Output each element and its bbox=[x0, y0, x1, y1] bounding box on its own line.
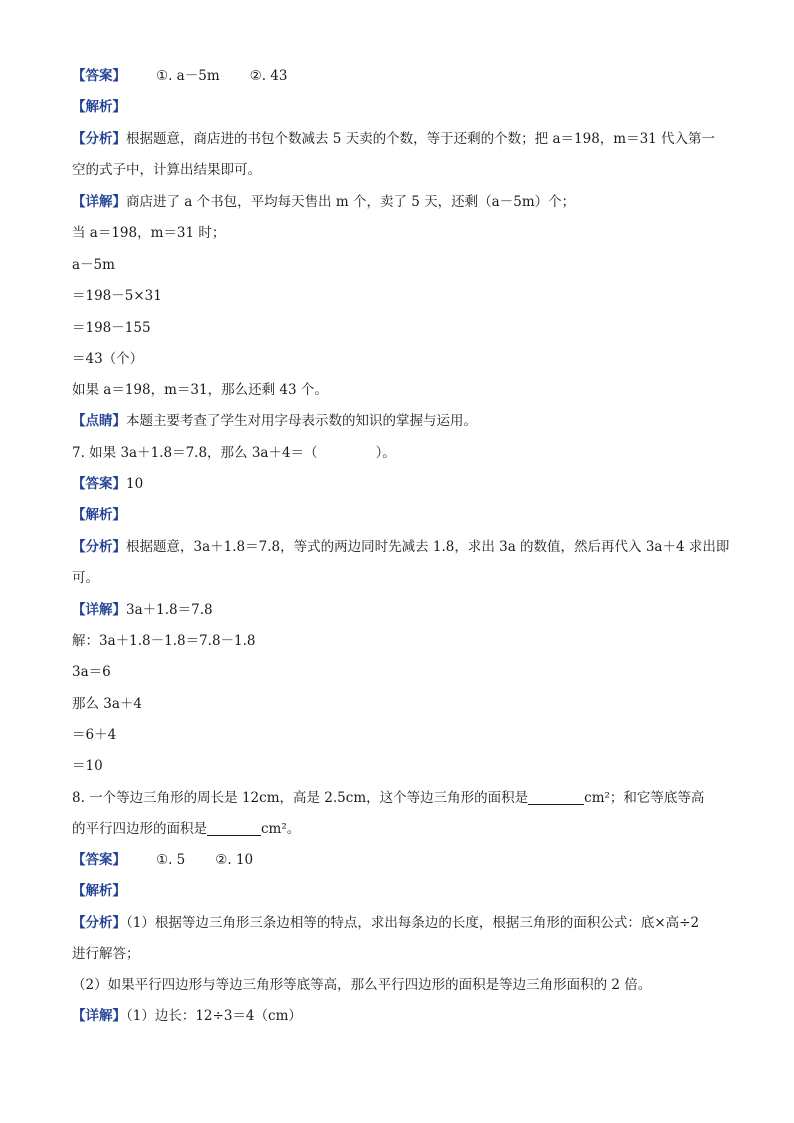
analysis-text: 根据题意，商店进的书包个数减去 5 天卖的个数，等于还剩的个数；把 a＝198，m＝31 代入第一 bbox=[126, 131, 716, 147]
answer-tag: 【答案】 bbox=[72, 476, 126, 492]
answer-item-2: ②. 10 bbox=[215, 852, 254, 868]
analysis-line bbox=[72, 537, 728, 557]
answer-line-7 bbox=[72, 474, 728, 494]
calc-line bbox=[72, 725, 728, 745]
fenxi-tag: 【分析】 bbox=[72, 539, 126, 555]
answer-line-8 bbox=[72, 850, 728, 870]
detail-line bbox=[72, 192, 728, 212]
question-text: 8. 一个等边三角形的周长是 12cm，高是 2.5cm，这个等边三角形的面积是 bbox=[72, 790, 529, 806]
analysis-text: 根据题意，3a＋1.8＝7.8，等式的两边同时先减去 1.8，求出 3a 的数值，然后再代入 3a＋4 求出即 bbox=[126, 539, 730, 555]
calc-line bbox=[72, 756, 728, 776]
question-8 bbox=[72, 788, 728, 808]
analysis-text: （1）根据等边三角形三条边相等的特点，求出每条边的长度，根据三角形的面积公式：底×高÷2 bbox=[126, 915, 700, 931]
analysis-text-cont: 可。 bbox=[72, 570, 99, 586]
calc-text: ＝43（个） bbox=[72, 351, 144, 367]
answer-item-1: ①. 5 bbox=[156, 852, 186, 868]
calc-line bbox=[72, 318, 728, 338]
calc-line bbox=[72, 255, 728, 275]
comment-tag: 【点睛】 bbox=[72, 413, 126, 429]
calc-line bbox=[72, 694, 728, 714]
analysis-heading bbox=[72, 505, 728, 525]
comment-line bbox=[72, 411, 728, 431]
calc-text: 当 a＝198，m＝31 时； bbox=[72, 225, 226, 241]
calc-text: 如果 a＝198，m＝31，那么还剩 43 个。 bbox=[72, 382, 328, 398]
analysis-line-cont bbox=[72, 975, 728, 995]
answer-value: 10 bbox=[126, 476, 144, 492]
calc-line bbox=[72, 380, 728, 400]
calc-line bbox=[72, 349, 728, 369]
detail-line bbox=[72, 600, 728, 620]
detail-tag: 【详解】 bbox=[72, 1008, 126, 1024]
question-text-unit: cm²。 bbox=[261, 821, 301, 837]
analysis-text-cont: （2）如果平行四边形与等边三角形等底等高，那么平行四边形的面积是等边三角形面积的 2 倍。 bbox=[72, 977, 652, 993]
calc-text: ＝198－155 bbox=[72, 320, 151, 336]
calc-text: 3a＝6 bbox=[72, 664, 111, 680]
fenxi-tag: 【分析】 bbox=[72, 131, 126, 147]
calc-text: ＝6＋4 bbox=[72, 727, 117, 743]
analysis-line-cont bbox=[72, 944, 728, 964]
comment-text: 本题主要考查了学生对用字母表示数的知识的掌握与运用。 bbox=[126, 413, 477, 429]
calc-line bbox=[72, 223, 728, 243]
answer-tag: 【答案】 bbox=[72, 68, 126, 84]
question-7 bbox=[72, 443, 728, 463]
question-8-cont bbox=[72, 819, 728, 839]
answer-item-1: ①. a－5m bbox=[156, 68, 220, 84]
detail-line bbox=[72, 1006, 728, 1026]
calc-line bbox=[72, 662, 728, 682]
detail-text: 3a＋1.8＝7.8 bbox=[126, 602, 213, 618]
analysis-heading bbox=[72, 881, 728, 901]
calc-text: ＝10 bbox=[72, 758, 103, 774]
answer-line-6 bbox=[72, 66, 728, 86]
analysis-text-cont: 空的式子中，计算出结果即可。 bbox=[72, 162, 261, 178]
answer-item-2: ②. 43 bbox=[249, 68, 288, 84]
analysis-heading bbox=[72, 97, 728, 117]
answer-blank bbox=[207, 821, 261, 836]
analysis-tag: 【解析】 bbox=[72, 99, 126, 115]
calc-line bbox=[72, 286, 728, 306]
analysis-text-cont: 进行解答； bbox=[72, 946, 140, 962]
calc-text: a－5m bbox=[72, 257, 115, 273]
analysis-line-cont bbox=[72, 160, 728, 180]
calc-text: 那么 3a＋4 bbox=[72, 696, 143, 712]
question-text: 7. 如果 3a＋1.8＝7.8，那么 3a＋4＝（ bbox=[72, 445, 318, 461]
detail-text: 商店进了 a 个书包，平均每天售出 m 个，卖了 5 天，还剩（a－5m）个； bbox=[126, 194, 576, 210]
analysis-line bbox=[72, 913, 728, 933]
analysis-line-cont bbox=[72, 568, 728, 588]
detail-text: （1）边长：12÷3＝4（cm） bbox=[126, 1008, 302, 1024]
question-text-unit: cm²；和它等底等高 bbox=[584, 790, 705, 806]
detail-tag: 【详解】 bbox=[72, 602, 126, 618]
calc-text: 解：3a＋1.8－1.8＝7.8－1.8 bbox=[72, 633, 256, 649]
analysis-tag: 【解析】 bbox=[72, 883, 126, 899]
detail-tag: 【详解】 bbox=[72, 194, 126, 210]
answer-blank bbox=[528, 790, 584, 805]
fenxi-tag: 【分析】 bbox=[72, 915, 126, 931]
calc-line bbox=[72, 631, 728, 651]
answer-tag: 【答案】 bbox=[72, 852, 126, 868]
question-text: 的平行四边形的面积是 bbox=[72, 821, 207, 837]
analysis-line bbox=[72, 129, 728, 149]
question-text-end: ）。 bbox=[375, 445, 396, 461]
analysis-tag: 【解析】 bbox=[72, 507, 126, 523]
calc-text: ＝198－5×31 bbox=[72, 288, 162, 304]
